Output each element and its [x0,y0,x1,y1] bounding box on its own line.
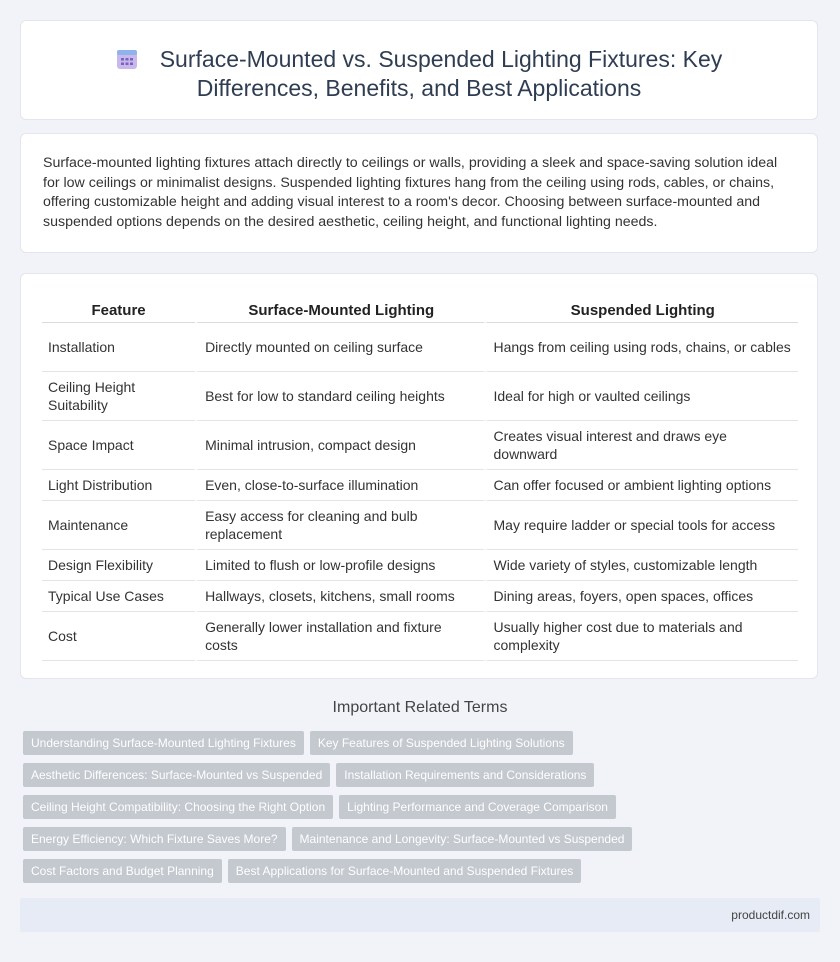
title-card [20,20,818,120]
table-cell: Cost [42,612,195,661]
related-terms-list [23,731,823,891]
footer-bar [20,898,820,932]
table-row [42,372,798,421]
table-cell: Can offer focused or ambient lighting options [484,470,799,501]
header-suspended: Suspended Lighting [484,294,799,323]
related-term-tag[interactable]: Energy Efficiency: Which Fixture Saves More? [23,827,286,851]
table-row [42,421,798,470]
table-cell: Even, close-to-surface illumination [195,470,483,501]
intro-paragraph: Surface-mounted lighting fixtures attach directly to ceilings or walls, providing a sleek and space-saving solution ideal for low ceilings or minimalist designs. Suspended lighting fixtures hang from the ceiling using rods, cables, or chains, offering customizable height and adding visual interest to a room's decor. Choosing between surface-mounted and suspended options depends on the desired aesthetic, ceiling height, and functional lighting needs. [43,155,778,230]
related-term-tag[interactable]: Installation Requirements and Considerations [336,763,594,787]
comparison-table [42,294,798,661]
table-header-row [42,294,798,323]
table-cell: Best for low to standard ceiling heights [195,372,483,421]
related-term-tag[interactable]: Ceiling Height Compatibility: Choosing the Right Option [23,795,333,819]
calendar-grid-icon [116,48,138,70]
table-row [42,323,798,372]
table-cell: Minimal intrusion, compact design [195,421,483,470]
header-surface-mounted: Surface-Mounted Lighting [195,294,483,323]
intro-card [20,133,818,253]
table-cell: Creates visual interest and draws eye downward [484,421,799,470]
table-cell: Usually higher cost due to materials and complexity [484,612,799,661]
related-term-tag[interactable]: Cost Factors and Budget Planning [23,859,222,883]
table-cell: Maintenance [42,501,195,550]
table-row [42,470,798,501]
table-row [42,550,798,581]
header-feature: Feature [42,294,195,323]
table-cell: Typical Use Cases [42,581,195,612]
table-cell: Installation [42,323,195,372]
page-title: Surface-Mounted vs. Suspended Lighting Fixtures: Key Differences, Benefits, and Best Applications [159,46,723,101]
table-row [42,612,798,661]
table-cell: Light Distribution [42,470,195,501]
related-term-tag[interactable]: Lighting Performance and Coverage Comparison [339,795,616,819]
related-term-tag[interactable]: Best Applications for Surface-Mounted and Suspended Fixtures [228,859,582,883]
table-cell: Ideal for high or vaulted ceilings [484,372,799,421]
table-row [42,501,798,550]
table-cell: May require ladder or special tools for access [484,501,799,550]
related-terms-heading: Important Related Terms [332,699,508,716]
table-cell: Hangs from ceiling using rods, chains, or cables [484,323,799,372]
table-cell: Wide variety of styles, customizable length [484,550,799,581]
table-cell: Ceiling Height Suitability [42,372,195,421]
related-term-tag[interactable]: Key Features of Suspended Lighting Solutions [310,731,573,755]
table-cell: Hallways, closets, kitchens, small rooms [195,581,483,612]
footer-site-link[interactable]: productdif.com [731,908,810,922]
table-cell: Space Impact [42,421,195,470]
related-term-tag[interactable]: Aesthetic Differences: Surface-Mounted vs Suspended [23,763,330,787]
table-cell: Easy access for cleaning and bulb replacement [195,501,483,550]
page-title-wrap [21,45,817,103]
table-cell: Limited to flush or low-profile designs [195,550,483,581]
related-term-tag[interactable]: Understanding Surface-Mounted Lighting Fixtures [23,731,304,755]
related-term-tag[interactable]: Maintenance and Longevity: Surface-Mounted vs Suspended [292,827,633,851]
table-cell: Directly mounted on ceiling surface [195,323,483,372]
table-row [42,581,798,612]
table-cell: Design Flexibility [42,550,195,581]
comparison-table-card [20,273,818,679]
table-cell: Generally lower installation and fixture costs [195,612,483,661]
table-cell: Dining areas, foyers, open spaces, offices [484,581,799,612]
